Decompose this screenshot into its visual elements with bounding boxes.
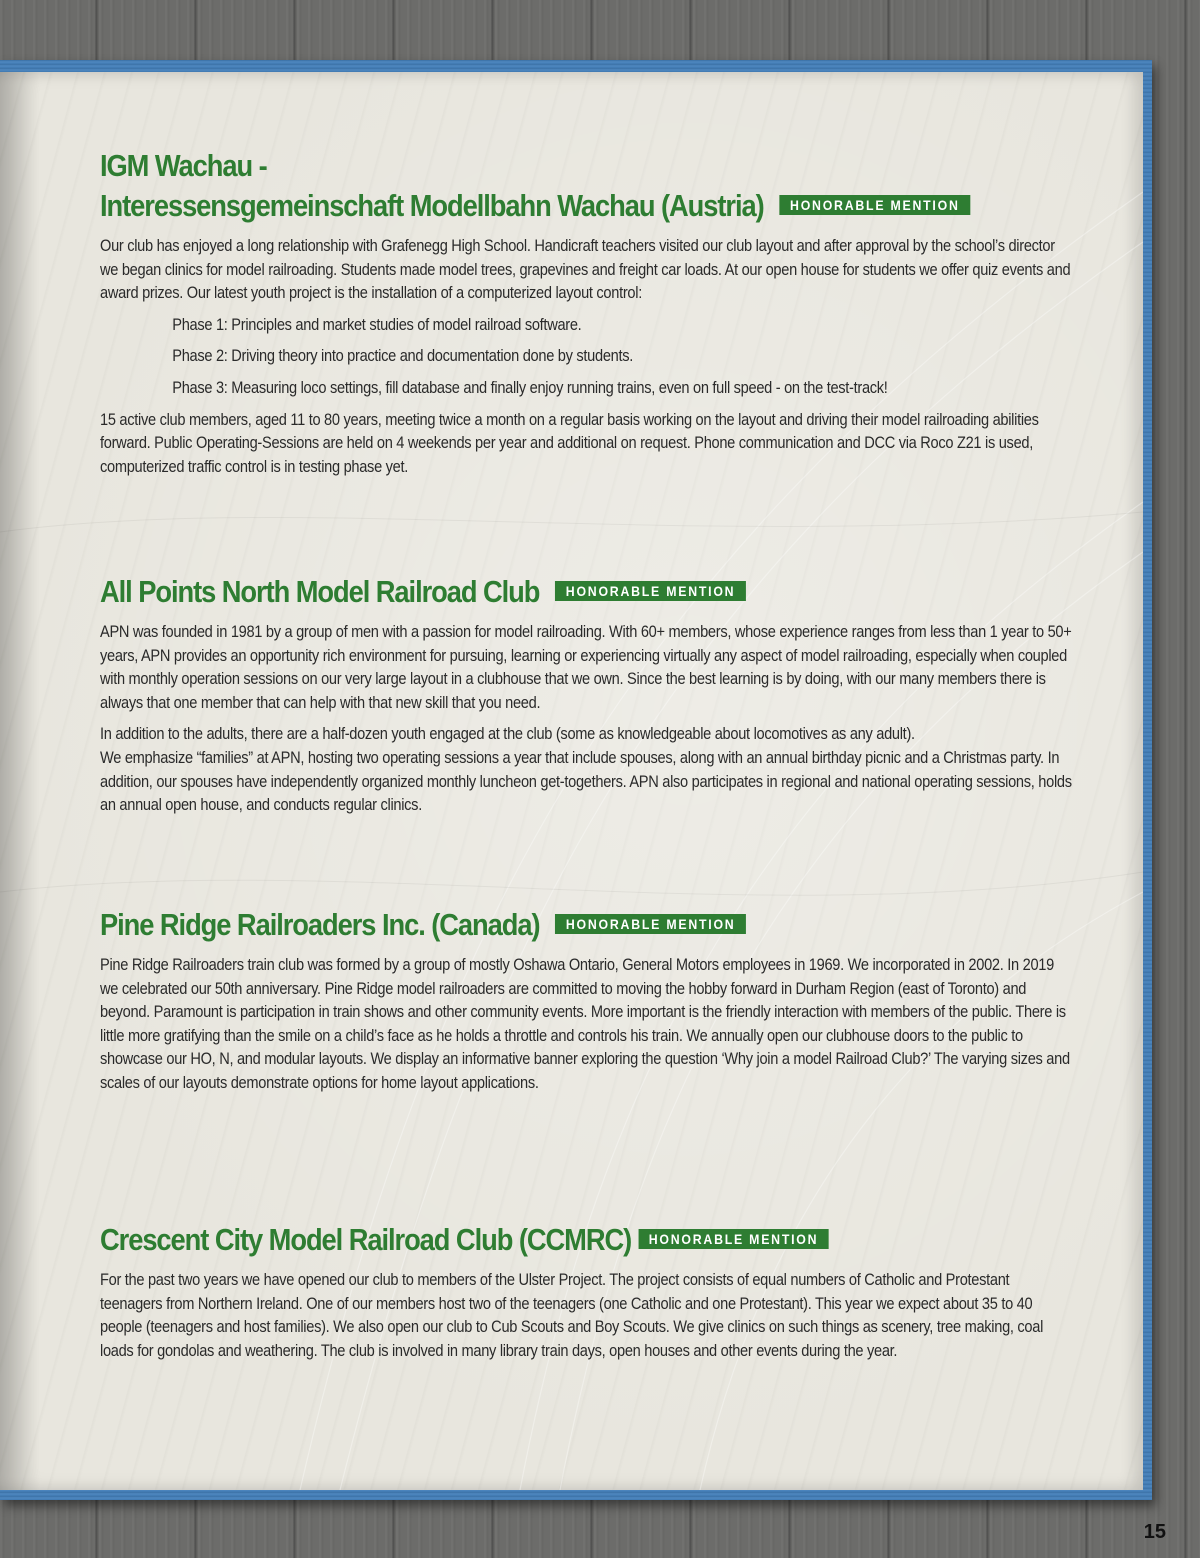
spine-shadow xyxy=(0,72,40,1490)
section-igm-wachau xyxy=(100,146,1070,486)
phase-item: Phase 1: Principles and market studies of model railroad software. xyxy=(172,314,582,334)
section-pine-ridge xyxy=(100,905,1070,1103)
paragraph: Pine Ridge Railroaders train club was formed by a group of mostly Oshawa Ontario, General Motors employees in 1969. We incorporated in 2002. In 2019 we celebrated our 50th anniversary. Pine Ridge model railroaders are committed to moving the hobby forward in Durham Region (east of Toronto) and beyond. Paramount is participation in train shows and other community events. More important is the friendly interaction with members of the public. There is little more gratifying than the smile on a child’s face as he holds a throttle and controls his train. We annually open our clubhouse doors to the public to showcase our HO, N, and modular layouts. We display an informative banner exploring the question ‘Why join a model Railroad Club?’ The varying sizes and scales of our layouts demonstrate options for home layout applications. xyxy=(100,955,1070,1092)
section-all-points-north xyxy=(100,572,1070,825)
section-title xyxy=(100,146,960,226)
paragraph: 15 active club members, aged 11 to 80 years, meeting twice a month on a regular basis working on the layout and driving their model railroading abilities forward. Public Operating-Sessions are held on 4 weekends per year and additional on request. Phone communication and DCC via Roco Z21 is used, computerized traffic control is in testing phase yet. xyxy=(100,409,1039,476)
title-line-text: Interessensgemeinschaft Modellbahn Wachau (Austria) xyxy=(100,188,764,223)
honorable-mention-badge: HONORABLE MENTION xyxy=(555,581,746,601)
title-text: Pine Ridge Railroaders Inc. (Canada) xyxy=(100,907,540,942)
title-line: IGM Wachau - xyxy=(100,148,267,183)
section-crescent-city xyxy=(100,1220,1070,1370)
title-text: All Points North Model Railroad Club xyxy=(100,574,540,609)
paragraph: APN was founded in 1981 by a group of men with a passion for model railroading. With 60+ members, whose experience ranges from less than 1 year to 50+ years, APN provides an opportunity rich environment for pursuing, learning or experiencing virtually any aspect of model railroading, especially when coupled with monthly operation sessions on our very large layout in a clubhouse that we own. Since the best learning is by doing, with our many members there is always that one member that can help with that new skill that you need. xyxy=(100,622,1072,712)
paragraph: We emphasize “families” at APN, hosting two operating sessions a year that include spouses, along with an annual birthday picnic and a Christmas party. In addition, our spouses have independently organized monthly luncheon get-togethers. APN also participates in regional and national operating sessions, holds an annual open house, and conducts regular clinics. xyxy=(100,747,1072,815)
title-line xyxy=(100,186,960,226)
section-title xyxy=(100,905,954,945)
honorable-mention-badge: HONORABLE MENTION xyxy=(638,1229,829,1249)
section-body xyxy=(100,234,1072,478)
paragraph: In addition to the adults, there are a half-dozen youth engaged at the club (some as knowledgeable about locomotives as any adult). xyxy=(100,724,915,744)
section-title xyxy=(100,572,954,612)
section-body xyxy=(100,1268,1072,1362)
section-body xyxy=(100,620,1072,817)
page-number: 15 xyxy=(1143,1521,1166,1543)
section-title xyxy=(100,1220,954,1260)
paragraph: Our club has enjoyed a long relationship with Grafenegg High School. Handicraft teachers visited our club layout and after approval by the school’s director we began clinics for model railroading. Students made model trees, grapevines and freight car loads. At our open house for students we offer quiz events and award prizes. Our latest youth project is the installation of a computerized layout control: xyxy=(100,236,1071,303)
phase-item: Phase 2: Driving theory into practice and documentation done by students. xyxy=(172,346,634,366)
honorable-mention-badge: HONORABLE MENTION xyxy=(779,195,970,215)
phase-item: Phase 3: Measuring loco settings, fill database and finally enjoy running trains, even on full speed - on the test-track! xyxy=(172,377,888,397)
title-text: Crescent City Model Railroad Club (CCMRC) xyxy=(100,1222,632,1257)
section-body xyxy=(100,953,1072,1095)
honorable-mention-badge: HONORABLE MENTION xyxy=(555,914,746,934)
paragraph: For the past two years we have opened our club to members of the Ulster Project. The project consists of equal numbers of Catholic and Protestant teenagers from Northern Ireland. One of our members host two of the teenagers (one Catholic and one Protestant). This year we expect about 35 to 40 people (teenagers and host families). We also open our club to Cub Scouts and Boy Scouts. We give clinics on such things as scenery, tree making, coal loads for gondolas and weathering. The club is involved in many library train days, open houses and other events during the year. xyxy=(100,1270,1044,1360)
